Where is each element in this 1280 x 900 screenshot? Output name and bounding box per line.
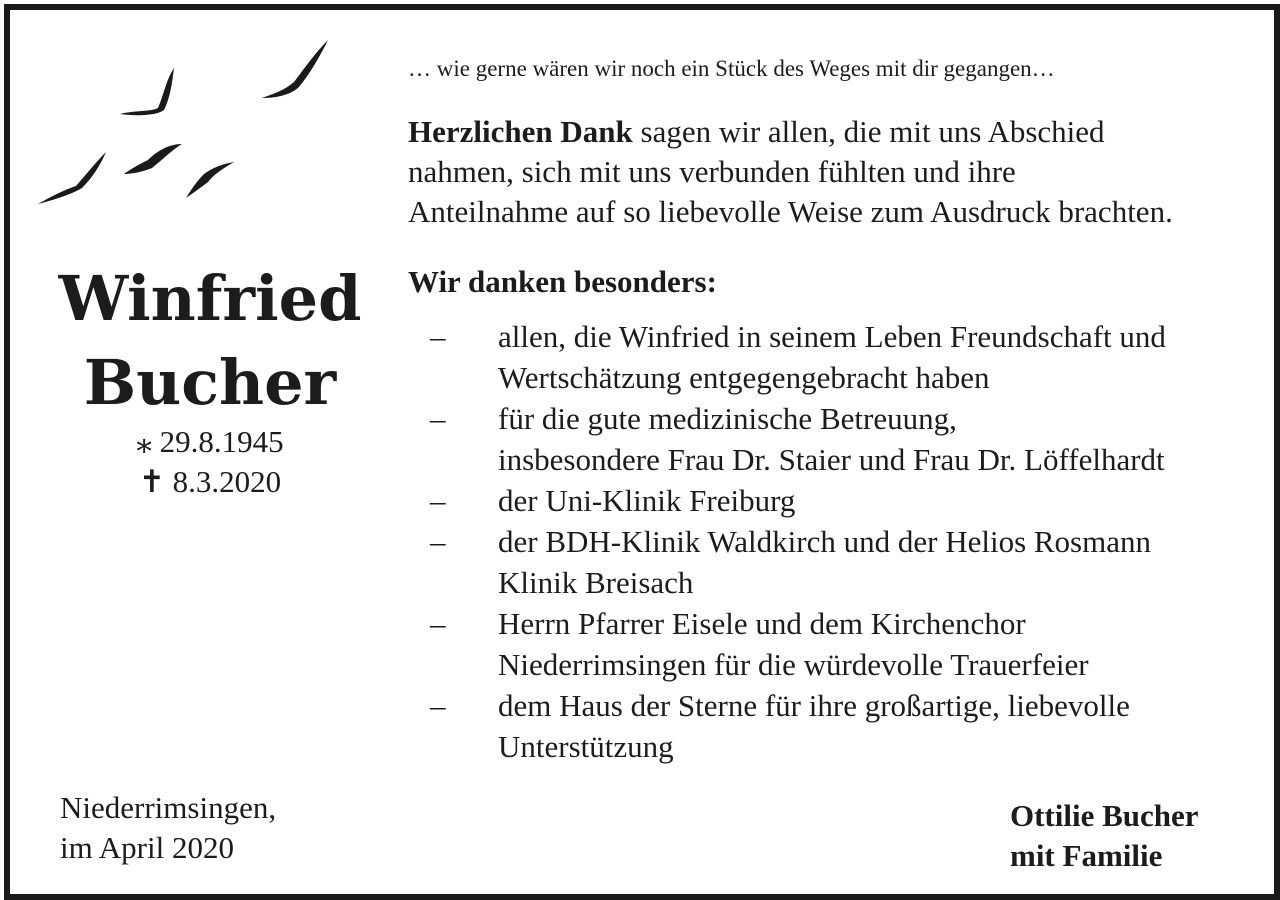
list-item: [408, 480, 1268, 521]
list-item-line: Wertschätzung entgegengebracht haben: [498, 360, 990, 395]
motto: … wie gerne wären wir noch ein Stück des Weges mit dir gegangen…: [408, 56, 1055, 81]
dash-bullet: –: [430, 606, 446, 641]
dash-bullet: –: [430, 401, 446, 436]
bird-icon: [38, 152, 106, 204]
place-line: Niederrimsingen,: [60, 790, 277, 825]
thanks-line: [408, 112, 1268, 152]
list-item-line: dem Haus der Sterne für ihre großartige, liebevolle: [498, 688, 1130, 723]
list-item-line: insbesondere Frau Dr. Staier und Frau Dr. Löffelhardt: [498, 442, 1165, 477]
list-item-line: Unterstützung: [498, 729, 674, 764]
dash-bullet: –: [430, 524, 446, 559]
list-item-line: der BDH-Klinik Waldkirch und der Helios Rosmann: [498, 524, 1151, 559]
list-item: [408, 603, 1268, 685]
thanks-paragraph: [408, 112, 1268, 232]
deceased-first-name: Winfried: [58, 262, 362, 335]
list-item-line: für die gute medizinische Betreuung,: [498, 401, 957, 436]
signature: [1010, 796, 1199, 876]
bird-icon: [120, 68, 174, 115]
thanks-line: nahmen, sich mit uns verbunden fühlten und ihre: [408, 154, 1016, 189]
thanks-line: Anteilnahme auf so liebevolle Weise zum Ausdruck brachten.: [408, 194, 1173, 229]
deceased-last-name: Bucher: [83, 346, 337, 419]
list-item: [408, 521, 1268, 603]
dash-bullet: –: [430, 688, 446, 723]
list-item-line: Herrn Pfarrer Eisele und dem Kirchenchor: [498, 606, 1026, 641]
special-thanks-heading: Wir danken besonders:: [408, 264, 717, 299]
list-item: [408, 398, 1268, 480]
thanks-bold: Herzlichen Dank: [408, 114, 633, 149]
bird-icon: [262, 40, 328, 98]
list-item: [408, 316, 1268, 398]
death-cross-icon: ✝: [138, 464, 165, 499]
bird-icon: [124, 144, 182, 174]
death-date: 8.3.2020: [172, 464, 282, 499]
list-item-line: Klinik Breisach: [498, 565, 694, 600]
signature-family: mit Familie: [1010, 838, 1163, 873]
dash-bullet: –: [430, 319, 446, 354]
dash-bullet: –: [430, 483, 446, 518]
birth-date: 29.8.1945: [159, 424, 284, 459]
bird-icon: [186, 162, 234, 198]
thanks-text: sagen wir allen, die mit uns Abschied: [632, 114, 1105, 149]
birth-star-icon: ⁎: [136, 424, 152, 459]
obituary-frame: [4, 4, 1280, 900]
date-line: im April 2020: [60, 830, 234, 865]
flying-birds-icon: [32, 36, 332, 206]
birth-date-line: [50, 422, 370, 462]
thanks-list: [408, 316, 1268, 767]
list-item: [408, 685, 1268, 767]
place-and-date: [60, 788, 276, 868]
list-item-line: der Uni-Klinik Freiburg: [498, 483, 796, 518]
death-date-line: [50, 462, 370, 502]
list-item-line: Niederrimsingen für die würdevolle Trauerfeier: [498, 647, 1089, 682]
signature-name: Ottilie Bucher: [1010, 798, 1199, 833]
list-item-line: allen, die Winfried in seinem Leben Freundschaft und: [498, 319, 1166, 354]
